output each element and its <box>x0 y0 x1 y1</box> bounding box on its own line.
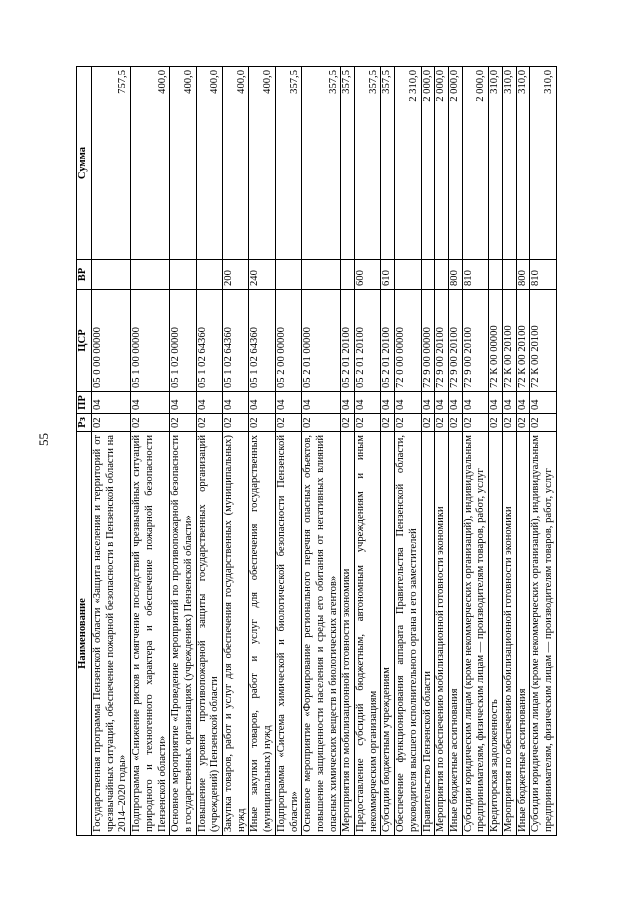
cell-csr: 05 2 01 20100 <box>341 290 355 392</box>
cell-vr <box>170 260 196 290</box>
cell-pr: 04 <box>355 392 381 414</box>
table-row <box>302 67 341 836</box>
cell-vr: 200 <box>223 260 249 290</box>
cell-rz: 02 <box>530 414 556 432</box>
page-number: 55 <box>36 433 51 446</box>
table-header-row <box>77 67 92 836</box>
cell-csr: 72 0 00 00000 <box>395 290 421 392</box>
cell-vr: 240 <box>249 260 275 290</box>
cell-vr <box>196 260 222 290</box>
cell-csr: 05 2 01 20100 <box>355 290 381 392</box>
cell-sum: 400,0 <box>170 67 196 260</box>
cell-name: Мероприятия по мобилизационной готовности экономики <box>341 432 355 836</box>
cell-name: Кредиторская задолженность <box>489 432 503 836</box>
cell-vr <box>502 260 516 290</box>
cell-sum: 310,0 <box>489 67 503 260</box>
cell-pr: 04 <box>421 392 435 414</box>
cell-csr: 72 9 00 20100 <box>448 290 462 392</box>
cell-pr: 04 <box>196 392 222 414</box>
cell-csr: 72 9 00 00000 <box>421 290 435 392</box>
header-rz: Рз <box>77 414 92 432</box>
cell-vr: 810 <box>530 260 556 290</box>
table-row <box>502 67 516 836</box>
cell-vr: 800 <box>516 260 530 290</box>
cell-rz: 02 <box>421 414 435 432</box>
cell-name: Предоставление субсидий бюджетным, автономным учреждениям и иным некоммерческим организациям <box>355 432 381 836</box>
cell-pr: 04 <box>302 392 341 414</box>
table-row <box>448 67 462 836</box>
cell-pr: 04 <box>131 392 170 414</box>
cell-pr: 04 <box>435 392 449 414</box>
cell-name: Мероприятия по обеспечению мобилизационной готовности экономики <box>502 432 516 836</box>
cell-csr: 05 1 02 64360 <box>223 290 249 392</box>
cell-rz: 02 <box>381 414 395 432</box>
cell-pr: 04 <box>530 392 556 414</box>
cell-sum: 2 000,0 <box>421 67 435 260</box>
cell-sum: 310,0 <box>530 67 556 260</box>
cell-name: Иные бюджетные ассигнования <box>448 432 462 836</box>
table-row <box>170 67 196 836</box>
cell-sum: 2 310,0 <box>395 67 421 260</box>
table-row <box>435 67 449 836</box>
cell-vr <box>302 260 341 290</box>
cell-pr: 04 <box>223 392 249 414</box>
table-row <box>355 67 381 836</box>
cell-sum: 357,5 <box>341 67 355 260</box>
cell-vr: 800 <box>448 260 462 290</box>
cell-rz: 02 <box>395 414 421 432</box>
cell-pr: 04 <box>502 392 516 414</box>
cell-rz: 02 <box>131 414 170 432</box>
cell-pr: 04 <box>462 392 488 414</box>
cell-name: Основное мероприятие «Проведение мероприятий по противопожарной безопасности в государственных организациях (учреждениях) Пензенской области» <box>170 432 196 836</box>
table-row <box>462 67 488 836</box>
cell-sum: 2 000,0 <box>435 67 449 260</box>
cell-pr: 04 <box>395 392 421 414</box>
cell-sum: 310,0 <box>516 67 530 260</box>
table-row <box>196 67 222 836</box>
cell-rz: 02 <box>435 414 449 432</box>
table-row <box>341 67 355 836</box>
cell-csr: 05 1 02 00000 <box>170 290 196 392</box>
cell-sum: 2 000,0 <box>448 67 462 260</box>
cell-pr: 04 <box>448 392 462 414</box>
cell-sum: 357,5 <box>275 67 301 260</box>
cell-name: Закупка товаров, работ и услуг для обеспечения государственных (муниципальных) нужд <box>223 432 249 836</box>
cell-csr: 72 К 00 20100 <box>502 290 516 392</box>
cell-csr: 05 1 02 64360 <box>249 290 275 392</box>
table-row <box>530 67 556 836</box>
cell-pr: 04 <box>341 392 355 414</box>
cell-name: Повышение уровня противопожарной защиты государственных организаций (учреждений) Пензенской области <box>196 432 222 836</box>
table-row <box>489 67 503 836</box>
cell-vr <box>92 260 131 290</box>
cell-csr: 72 К 00 20100 <box>516 290 530 392</box>
cell-csr: 05 0 00 00000 <box>92 290 131 392</box>
cell-name: Иные бюджетные ассигнования <box>516 432 530 836</box>
table-row <box>275 67 301 836</box>
cell-rz: 02 <box>355 414 381 432</box>
cell-rz: 02 <box>275 414 301 432</box>
table-row <box>516 67 530 836</box>
cell-sum: 357,5 <box>302 67 341 260</box>
cell-vr: 600 <box>355 260 381 290</box>
cell-vr <box>435 260 449 290</box>
cell-name: Субсидии юридическим лицам (кроме некоммерческих организаций), индивидуальным предпринимателям, физическим лицам — производителям товаров, работ, услуг <box>462 432 488 836</box>
cell-sum: 357,5 <box>381 67 395 260</box>
cell-csr: 72 9 00 20100 <box>462 290 488 392</box>
header-vr: ВР <box>77 260 92 290</box>
rotated-table-container <box>76 67 557 836</box>
cell-sum: 400,0 <box>223 67 249 260</box>
cell-pr: 04 <box>516 392 530 414</box>
budget-table <box>76 66 557 836</box>
cell-csr: 72 К 00 00000 <box>489 290 503 392</box>
cell-rz: 02 <box>502 414 516 432</box>
cell-pr: 04 <box>170 392 196 414</box>
cell-csr: 72 К 00 20100 <box>530 290 556 392</box>
cell-csr: 05 1 00 00000 <box>131 290 170 392</box>
cell-vr <box>489 260 503 290</box>
cell-vr <box>421 260 435 290</box>
cell-name: Правительство Пензенской области <box>421 432 435 836</box>
table-body <box>92 67 557 836</box>
table-row <box>395 67 421 836</box>
cell-rz: 02 <box>223 414 249 432</box>
table-row <box>381 67 395 836</box>
cell-vr <box>275 260 301 290</box>
cell-name: Подпрограмма «Система химической и биологической безопасности Пензенской области» <box>275 432 301 836</box>
cell-vr <box>395 260 421 290</box>
cell-rz: 02 <box>92 414 131 432</box>
cell-vr: 610 <box>381 260 395 290</box>
cell-vr: 810 <box>462 260 488 290</box>
cell-rz: 02 <box>341 414 355 432</box>
cell-pr: 04 <box>275 392 301 414</box>
cell-vr <box>341 260 355 290</box>
cell-name: Субсидии юридическим лицам (кроме некоммерческих организаций), индивидуальным предпринимателям, физическим лицам — производителям товаров, работ, услуг <box>530 432 556 836</box>
cell-pr: 04 <box>381 392 395 414</box>
cell-rz: 02 <box>516 414 530 432</box>
cell-csr: 05 2 00 00000 <box>275 290 301 392</box>
header-csr: ЦСР <box>77 290 92 392</box>
cell-rz: 02 <box>302 414 341 432</box>
cell-sum: 310,0 <box>502 67 516 260</box>
cell-name: Мероприятия по обеспечению мобилизационной готовности экономики <box>435 432 449 836</box>
cell-name: Основное мероприятие «Формирование регионального перечня опасных объектов, повышение защищенности населения и среды его обитания от негативных влияний опасных химических веществ и биологических агентов» <box>302 432 341 836</box>
cell-rz: 02 <box>196 414 222 432</box>
cell-vr <box>131 260 170 290</box>
cell-rz: 02 <box>462 414 488 432</box>
header-name: Наименование <box>77 432 92 836</box>
cell-rz: 02 <box>448 414 462 432</box>
cell-csr: 72 9 00 20100 <box>435 290 449 392</box>
table-row <box>92 67 131 836</box>
header-sum: Сумма <box>77 67 92 260</box>
cell-rz: 02 <box>170 414 196 432</box>
cell-name: Иные закупки товаров, работ и услуг для обеспечения государственных (муниципальных) нужд <box>249 432 275 836</box>
cell-name: Субсидии бюджетным учреждениям <box>381 432 395 836</box>
table-row <box>131 67 170 836</box>
table-row <box>223 67 249 836</box>
cell-sum: 400,0 <box>249 67 275 260</box>
cell-pr: 04 <box>92 392 131 414</box>
header-pr: ПР <box>77 392 92 414</box>
cell-csr: 05 1 02 64360 <box>196 290 222 392</box>
cell-sum: 400,0 <box>131 67 170 260</box>
cell-rz: 02 <box>489 414 503 432</box>
cell-name: Государственная программа Пензенской области «Защита населения и территорий от чрезвычайных ситуаций, обеспечение пожарной безопасности в Пензенской области на 2014–2020 годы» <box>92 432 131 836</box>
cell-name: Подпрограмма «Снижение рисков и смягчение последствий чрезвычайных ситуаций природного и техногенного характера и обеспечение пожарной безопасности Пензенской области» <box>131 432 170 836</box>
cell-pr: 04 <box>489 392 503 414</box>
cell-csr: 05 2 01 20100 <box>381 290 395 392</box>
cell-pr: 04 <box>249 392 275 414</box>
cell-rz: 02 <box>249 414 275 432</box>
table-row <box>421 67 435 836</box>
cell-sum: 357,5 <box>355 67 381 260</box>
cell-sum: 757,5 <box>92 67 131 260</box>
cell-sum: 400,0 <box>196 67 222 260</box>
cell-sum: 2 000,0 <box>462 67 488 260</box>
cell-name: Обеспечение функционирования аппарата Правительства Пензенской области, руководителя высшего исполнительного органа и его заместителей <box>395 432 421 836</box>
table-row <box>249 67 275 836</box>
cell-csr: 05 2 01 00000 <box>302 290 341 392</box>
